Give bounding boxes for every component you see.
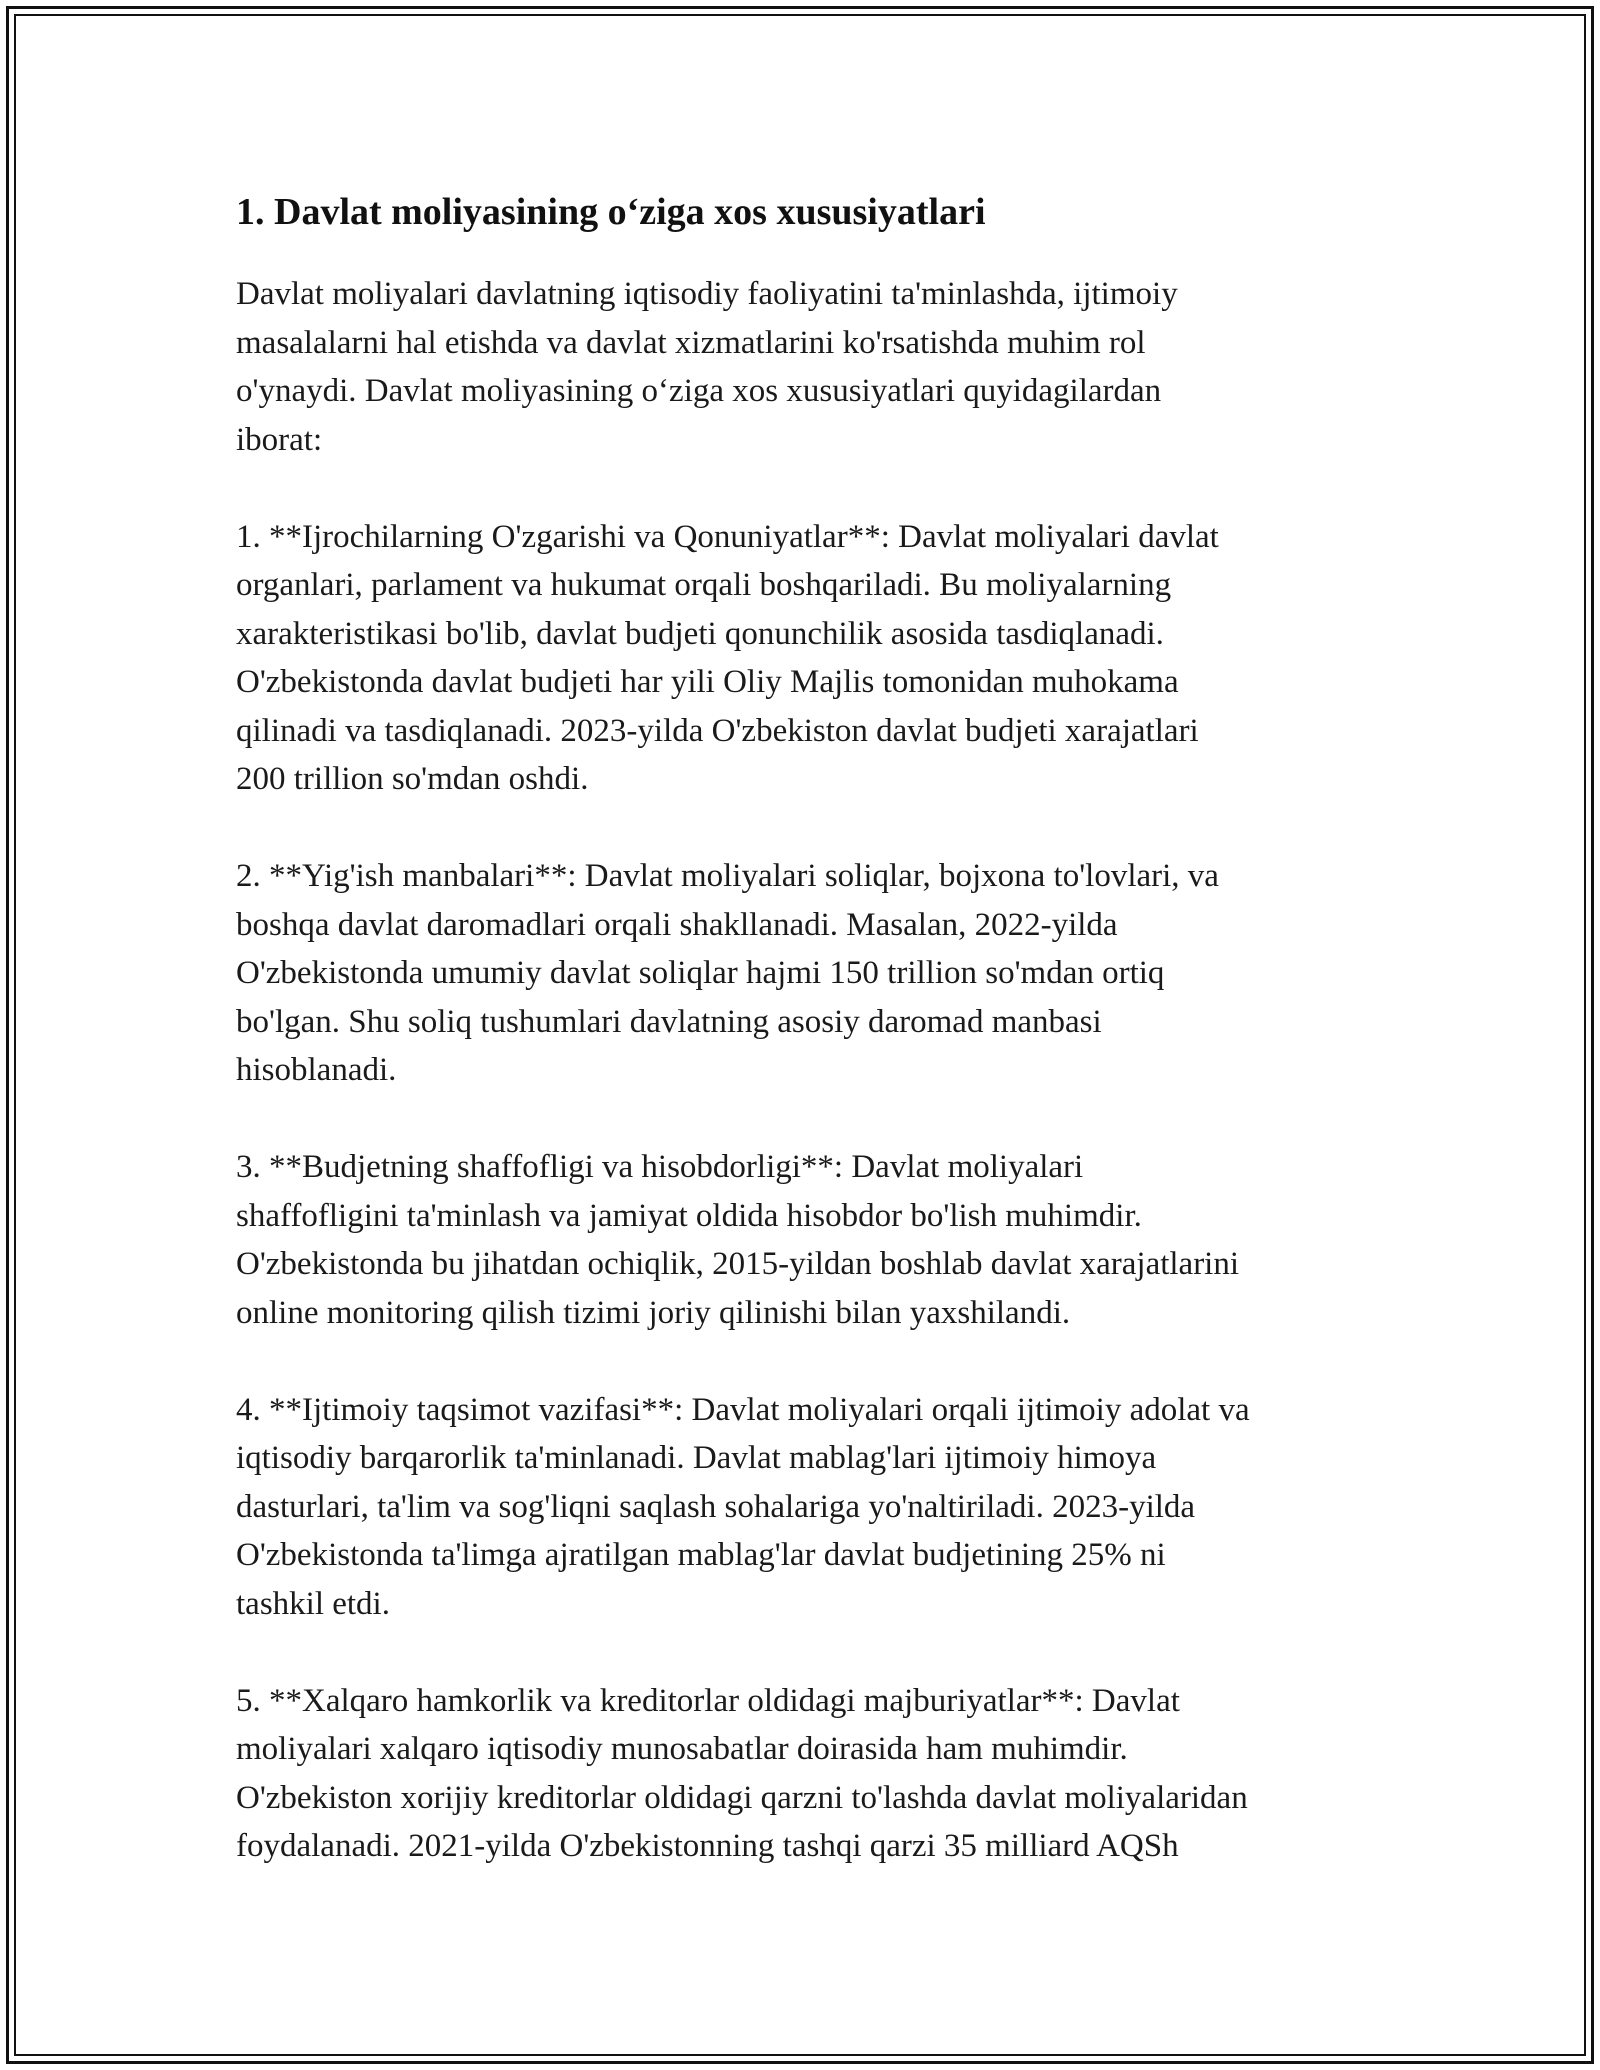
item-paragraph-5	[236, 1677, 1376, 1871]
text-line: 3. **Budjetning shaffofligi va hisobdorligi**: Davlat moliyalari	[236, 1149, 1084, 1185]
text-line: xarakteristikasi bo'lib, davlat budjeti qonunchilik asosida tasdiqlanadi.	[236, 615, 1164, 652]
text-line: foydalanadi. 2021-yilda O'zbekistonning tashqi qarzi 35 milliard AQSh	[236, 1828, 1179, 1864]
text-line: masalalarni hal etishda va davlat xizmatlarini ko'rsatishda muhim rol	[236, 324, 1146, 361]
text-line: 200 trillion so'mdan oshdi.	[236, 761, 589, 797]
item-paragraph-3	[236, 1143, 1376, 1337]
text-line: 1. **Ijrochilarning O'zgarishi va Qonuniyatlar**: Davlat moliyalari davlat	[236, 518, 1219, 555]
text-line: O'zbekistonda davlat budjeti har yili Oliy Majlis tomonidan muhokama	[236, 664, 1179, 700]
text-line: bo'lgan. Shu soliq tushumlari davlatning asosiy daromad manbasi	[236, 1003, 1102, 1040]
text-line: 2. **Yig'ish manbalari**: Davlat moliyalari soliqlar, bojxona to'lovlari, va	[236, 858, 1219, 894]
text-line: tashkil etdi.	[236, 1585, 390, 1622]
item-paragraph-2	[236, 852, 1376, 1095]
text-line: organlari, parlament va hukumat orqali boshqariladi. Bu moliyalarning	[236, 567, 1172, 603]
text-line: O'zbekistonda bu jihatdan ochiqlik, 2015-yildan boshlab davlat xarajatlarini	[236, 1246, 1240, 1282]
text-line: boshqa davlat daromadlari orqali shakllanadi. Masalan, 2022-yilda	[236, 906, 1118, 943]
item-paragraph-1	[236, 513, 1376, 804]
text-line: dasturlari, ta'lim va sog'liqni saqlash sohalariga yo'naltiriladi. 2023-yilda	[236, 1488, 1196, 1525]
text-line: hisoblanadi.	[236, 1052, 397, 1088]
text-line: iborat:	[236, 421, 323, 458]
text-line: Davlat moliyalari davlatning iqtisodiy faoliyatini ta'minlashda, ijtimoiy	[236, 276, 1178, 312]
document-body	[236, 190, 1386, 1919]
text-line: shaffofligini ta'minlash va jamiyat oldida hisobdor bo'lish muhimdir.	[236, 1197, 1142, 1234]
section-heading: 1. Davlat moliyasining o‘ziga xos xususiyatlari	[236, 191, 986, 233]
text-line: 4. **Ijtimoiy taqsimot vazifasi**: Davlat moliyalari orqali ijtimoiy adolat va	[236, 1391, 1250, 1428]
text-line: moliyalari xalqaro iqtisodiy munosabatlar doirasida ham muhimdir.	[236, 1731, 1128, 1767]
text-line: O'zbekiston xorijiy kreditorlar oldidagi qarzni to'lashda davlat moliyalaridan	[236, 1779, 1248, 1816]
text-line: online monitoring qilish tizimi joriy qilinishi bilan yaxshilandi.	[236, 1294, 1071, 1331]
text-line: o'ynaydi. Davlat moliyasining o‘ziga xos xususiyatlari quyidagilardan	[236, 373, 1162, 409]
item-paragraph-4	[236, 1386, 1376, 1629]
text-line: iqtisodiy barqarorlik ta'minlanadi. Davlat mablag'lari ijtimoiy himoya	[236, 1440, 1157, 1476]
text-line: 5. **Xalqaro hamkorlik va kreditorlar oldidagi majburiyatlar**: Davlat	[236, 1682, 1180, 1719]
text-line: O'zbekistonda ta'limga ajratilgan mablag'lar davlat budjetining 25% ni	[236, 1537, 1166, 1573]
intro-paragraph	[236, 270, 1376, 464]
text-line: qilinadi va tasdiqlanadi. 2023-yilda O'zbekiston davlat budjeti xarajatlari	[236, 712, 1199, 749]
text-line: O'zbekistonda umumiy davlat soliqlar hajmi 150 trillion so'mdan ortiq	[236, 955, 1165, 991]
